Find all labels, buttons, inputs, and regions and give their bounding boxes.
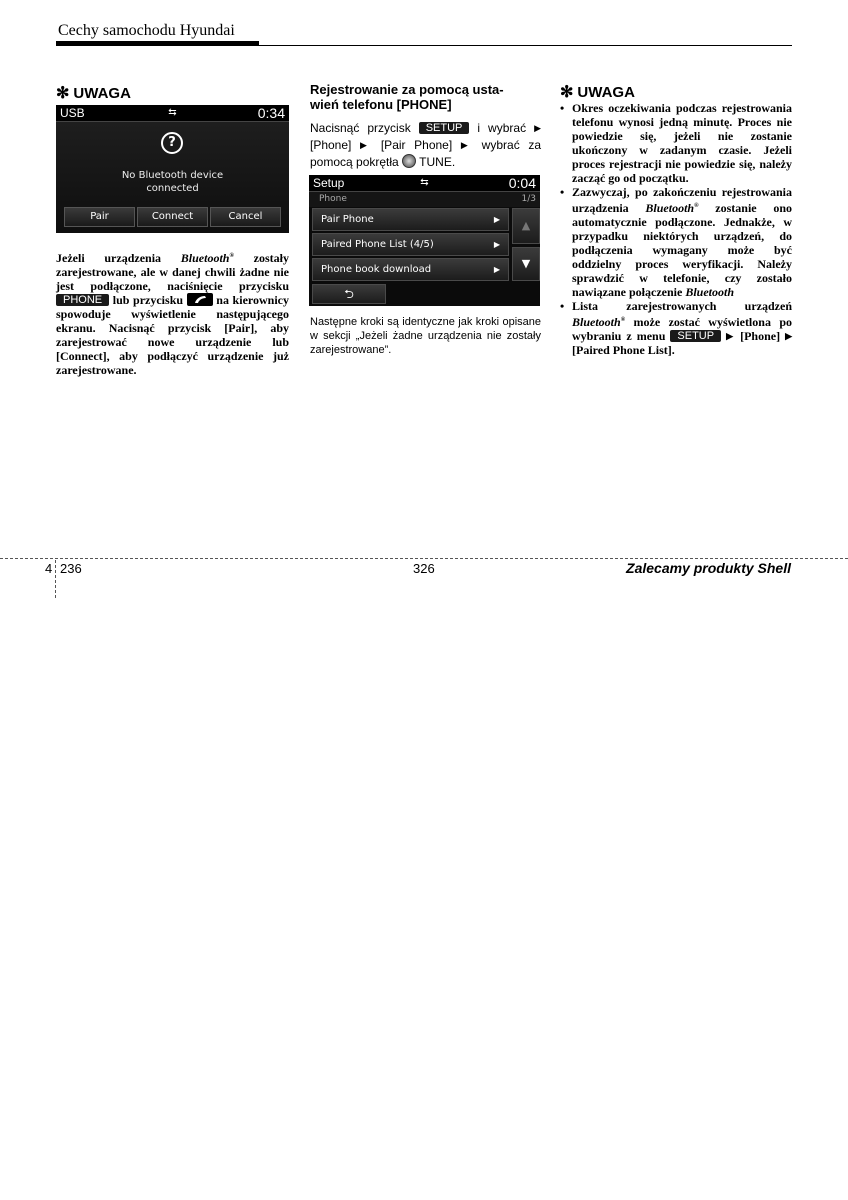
status-bar xyxy=(309,175,540,192)
status-clock: 0:04 xyxy=(508,175,536,191)
header-rule-thin xyxy=(56,45,792,46)
back-arrow-icon: ⮌ xyxy=(344,287,354,301)
status-bar xyxy=(56,105,289,122)
col1-paragraph: Jeżeli urządzenia Bluetooth® zostały zarejestrowane, ale w danej chwili żadne nie jest podłączone, naciśnięcie przycisku PHONE lub przycisku na kierownicy spowoduje wyświetlenie następującego ekranu. Nacisnąć przycisk [Pair], aby zarejestrować nowe urządzenie lub [Connect], aby podłączyć urządzenie już zarejestrowane. xyxy=(56,251,289,377)
arrow-right-icon: ▶ xyxy=(534,123,541,133)
sheet-number: 326 xyxy=(413,561,435,576)
footer-slogan: Zalecamy produkty Shell xyxy=(626,560,791,576)
list-item: • Okres oczekiwania podczas rejestrowania telefonu wynosi jedną minutę. Proces nie powiedzie się, jeżeli nie zostanie ukończony w zadanym czasie. Jeżeli proces rejestracji nie powiedzie się, należy zacząć go od początku. xyxy=(560,101,792,185)
setup-key: SETUP xyxy=(419,122,470,134)
list-item: • Lista zarejestrowanych urządzeń Bluetooth® może zostać wyświetlona po wybraniu z menu SETUP ▶ [Phone] ▶ [Paired Phone List]. xyxy=(560,299,793,357)
screen-button-row xyxy=(64,207,281,227)
registered-mark: ® xyxy=(229,253,234,259)
triangle-up-icon: ▲ xyxy=(521,219,531,232)
question-icon: ? xyxy=(161,132,183,154)
section-heading: Rejestrowanie za pomocą usta- wień telefonu [PHONE] xyxy=(310,82,504,112)
arrow-right-icon: ▶ xyxy=(785,331,793,341)
message-line-2: connected xyxy=(146,183,199,194)
chapter-number: 4 xyxy=(45,561,53,576)
play-arrow-icon: ▶ xyxy=(493,240,500,249)
pair-button[interactable]: Pair xyxy=(64,207,135,227)
running-header-title: Cechy samochodu Hyundai xyxy=(58,22,235,39)
col2-instructions: Nacisnąć przycisk SETUP i wybrać ▶ [Phone] ▶ [Pair Phone] ▶ wybrać za pomocą pokrętła TUNE. xyxy=(310,121,541,169)
usb-icon: ⇆ xyxy=(168,107,177,118)
screen-message xyxy=(56,169,289,195)
arrow-right-icon: ▶ xyxy=(360,140,373,150)
menu-item-phonebook[interactable]: Phone book download ▶ xyxy=(312,258,509,281)
sub-header xyxy=(309,192,540,207)
phone-key: PHONE xyxy=(56,294,109,306)
bullet-icon: • xyxy=(560,101,565,115)
screen-setup-phone xyxy=(309,175,540,306)
col2-paragraph: Następne kroki są identyczne jak kroki opisane w sekcji „Jeżeli żadne urządzenia nie zostały zarejestrowane”. xyxy=(310,316,541,356)
setup-key: SETUP xyxy=(670,330,721,342)
status-title: Setup xyxy=(313,176,345,190)
scroll-down-button[interactable] xyxy=(512,247,540,281)
bullet-icon: • xyxy=(560,299,565,313)
asterisk-icon: ✻ xyxy=(560,84,574,101)
triangle-down-icon: ▼ xyxy=(521,257,531,270)
phone-call-icon xyxy=(187,293,213,306)
footer-dashed-vertical xyxy=(55,560,56,598)
play-arrow-icon: ▶ xyxy=(493,215,500,224)
status-clock: 0:34 xyxy=(257,105,285,121)
usb-icon: ⇆ xyxy=(420,177,429,188)
screen-body xyxy=(56,122,289,233)
screen-no-device xyxy=(56,105,289,233)
message-line-1: No Bluetooth device xyxy=(121,170,224,181)
tune-knob-icon xyxy=(402,154,416,168)
scroll-up-button[interactable] xyxy=(512,208,540,244)
cancel-button[interactable]: Cancel xyxy=(210,207,281,227)
note-heading-2-text: UWAGA xyxy=(577,84,635,101)
menu-item-paired-list[interactable]: Paired Phone List (4/5) ▶ xyxy=(312,233,509,256)
connect-button[interactable]: Connect xyxy=(137,207,208,227)
back-button[interactable] xyxy=(312,284,386,304)
bullet-icon: • xyxy=(560,185,565,199)
footer-dashed-rule xyxy=(0,558,848,559)
status-source: USB xyxy=(60,106,85,120)
play-arrow-icon: ▶ xyxy=(493,265,500,274)
note-heading-1-text: UWAGA xyxy=(73,85,131,102)
page-number: 236 xyxy=(60,561,82,576)
arrow-right-icon: ▶ xyxy=(726,331,736,341)
page-indicator: 1/3 xyxy=(521,194,536,204)
asterisk-icon: ✻ xyxy=(56,85,70,102)
arrow-right-icon: ▶ xyxy=(460,140,474,150)
note-list xyxy=(560,101,792,357)
note-heading-1 xyxy=(56,83,131,103)
sub-header-label: Phone xyxy=(319,194,347,204)
menu-item-pair-phone[interactable]: Pair Phone ▶ xyxy=(312,208,509,231)
list-item: • Zazwyczaj, po zakończeniu rejestrowania urządzenia Bluetooth® zostanie ono automatycznie podłączone. Jednakże, w przypadku niektórych urządzeń, do podłączenia wymagany może być oddzielny proces weryfikacji. Należy sprawdzić w telefonie, czy zostało nawiązane połączenie Bluetooth xyxy=(560,185,792,299)
note-heading-2 xyxy=(560,82,635,102)
